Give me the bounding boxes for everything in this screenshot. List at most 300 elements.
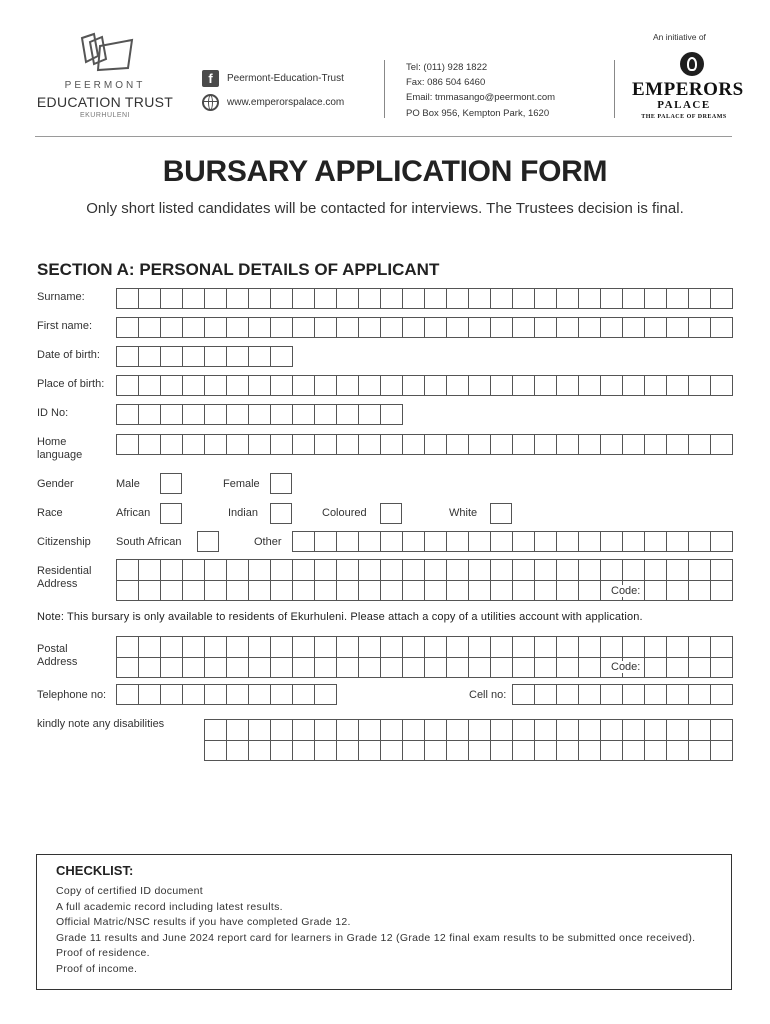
- character-box[interactable]: [645, 741, 667, 760]
- character-box[interactable]: [249, 289, 271, 308]
- character-box[interactable]: [315, 560, 337, 580]
- character-box[interactable]: [535, 318, 557, 337]
- character-box[interactable]: [381, 435, 403, 454]
- character-box[interactable]: [161, 405, 183, 424]
- character-box[interactable]: [557, 581, 579, 600]
- character-box[interactable]: [315, 289, 337, 308]
- home-language-field[interactable]: [116, 434, 733, 455]
- character-box[interactable]: [689, 741, 711, 760]
- character-box[interactable]: [205, 560, 227, 580]
- character-box[interactable]: [689, 658, 711, 677]
- character-box[interactable]: [403, 658, 425, 677]
- character-box[interactable]: [711, 289, 733, 308]
- character-box[interactable]: [315, 532, 337, 551]
- character-box[interactable]: [315, 581, 337, 600]
- character-box[interactable]: [557, 532, 579, 551]
- character-box[interactable]: [469, 658, 491, 677]
- character-box[interactable]: [623, 532, 645, 551]
- character-box[interactable]: [381, 581, 403, 600]
- character-box[interactable]: [711, 581, 733, 600]
- character-box[interactable]: [579, 658, 601, 677]
- character-box[interactable]: [645, 581, 667, 600]
- character-box[interactable]: [117, 318, 139, 337]
- character-box[interactable]: [491, 532, 513, 551]
- character-box[interactable]: [623, 685, 645, 704]
- character-box[interactable]: [337, 376, 359, 395]
- character-box[interactable]: [535, 685, 557, 704]
- character-box[interactable]: [205, 581, 227, 600]
- character-box[interactable]: [315, 435, 337, 454]
- character-box[interactable]: [315, 658, 337, 677]
- character-box[interactable]: [469, 560, 491, 580]
- character-box[interactable]: [139, 560, 161, 580]
- facebook-contact[interactable]: [202, 69, 344, 87]
- character-box[interactable]: [337, 637, 359, 657]
- postal-address-line-1[interactable]: [116, 636, 733, 657]
- character-box[interactable]: [139, 289, 161, 308]
- character-box[interactable]: [623, 318, 645, 337]
- character-box[interactable]: [183, 560, 205, 580]
- character-box[interactable]: [117, 637, 139, 657]
- character-box[interactable]: [601, 720, 623, 740]
- character-box[interactable]: [513, 560, 535, 580]
- character-box[interactable]: [623, 720, 645, 740]
- character-box[interactable]: [513, 658, 535, 677]
- character-box[interactable]: [227, 289, 249, 308]
- character-box[interactable]: [711, 532, 733, 551]
- character-box[interactable]: [469, 720, 491, 740]
- character-box[interactable]: [711, 658, 733, 677]
- character-box[interactable]: [227, 637, 249, 657]
- character-box[interactable]: [205, 376, 227, 395]
- character-box[interactable]: [139, 685, 161, 704]
- character-box[interactable]: [689, 581, 711, 600]
- character-box[interactable]: [601, 560, 623, 580]
- character-box[interactable]: [491, 720, 513, 740]
- character-box[interactable]: [271, 289, 293, 308]
- character-box[interactable]: [249, 658, 271, 677]
- character-box[interactable]: [513, 581, 535, 600]
- character-box[interactable]: [711, 741, 733, 760]
- character-box[interactable]: [315, 637, 337, 657]
- character-box[interactable]: [381, 376, 403, 395]
- character-box[interactable]: [315, 741, 337, 760]
- character-box[interactable]: [535, 637, 557, 657]
- character-box[interactable]: [579, 289, 601, 308]
- character-box[interactable]: [271, 318, 293, 337]
- character-box[interactable]: [381, 720, 403, 740]
- character-box[interactable]: [381, 405, 403, 424]
- character-box[interactable]: [139, 347, 161, 366]
- character-box[interactable]: [337, 532, 359, 551]
- character-box[interactable]: [227, 405, 249, 424]
- first-name-field[interactable]: [116, 317, 733, 338]
- character-box[interactable]: [161, 376, 183, 395]
- character-box[interactable]: [535, 658, 557, 677]
- coloured-checkbox[interactable]: [380, 503, 402, 524]
- character-box[interactable]: [447, 532, 469, 551]
- character-box[interactable]: [491, 658, 513, 677]
- character-box[interactable]: [645, 560, 667, 580]
- character-box[interactable]: [711, 720, 733, 740]
- character-box[interactable]: [293, 658, 315, 677]
- character-box[interactable]: [425, 376, 447, 395]
- character-box[interactable]: [667, 318, 689, 337]
- character-box[interactable]: [271, 720, 293, 740]
- character-box[interactable]: [271, 741, 293, 760]
- character-box[interactable]: [381, 741, 403, 760]
- character-box[interactable]: [469, 581, 491, 600]
- character-box[interactable]: [117, 289, 139, 308]
- indian-checkbox[interactable]: [270, 503, 292, 524]
- character-box[interactable]: [645, 435, 667, 454]
- character-box[interactable]: [535, 741, 557, 760]
- character-box[interactable]: [293, 318, 315, 337]
- character-box[interactable]: [205, 435, 227, 454]
- character-box[interactable]: [513, 318, 535, 337]
- character-box[interactable]: [227, 435, 249, 454]
- character-box[interactable]: [447, 318, 469, 337]
- other-citizenship-field[interactable]: [292, 531, 733, 552]
- character-box[interactable]: [139, 376, 161, 395]
- character-box[interactable]: [667, 741, 689, 760]
- character-box[interactable]: [227, 318, 249, 337]
- character-box[interactable]: [579, 560, 601, 580]
- character-box[interactable]: [425, 637, 447, 657]
- character-box[interactable]: [249, 435, 271, 454]
- character-box[interactable]: [535, 435, 557, 454]
- character-box[interactable]: [579, 376, 601, 395]
- character-box[interactable]: [645, 658, 667, 677]
- character-box[interactable]: [293, 289, 315, 308]
- character-box[interactable]: [227, 581, 249, 600]
- character-box[interactable]: [161, 560, 183, 580]
- disabilities-line-1[interactable]: [204, 719, 733, 740]
- cell-field[interactable]: [512, 684, 733, 705]
- character-box[interactable]: [161, 318, 183, 337]
- character-box[interactable]: [469, 741, 491, 760]
- character-box[interactable]: [249, 376, 271, 395]
- character-box[interactable]: [469, 289, 491, 308]
- character-box[interactable]: [447, 741, 469, 760]
- character-box[interactable]: [513, 532, 535, 551]
- character-box[interactable]: [205, 658, 227, 677]
- website-contact[interactable]: [202, 93, 344, 111]
- character-box[interactable]: [227, 658, 249, 677]
- character-box[interactable]: [447, 560, 469, 580]
- character-box[interactable]: [337, 435, 359, 454]
- character-box[interactable]: [403, 637, 425, 657]
- character-box[interactable]: [403, 741, 425, 760]
- character-box[interactable]: [403, 376, 425, 395]
- dob-field[interactable]: [116, 346, 293, 367]
- character-box[interactable]: [491, 289, 513, 308]
- character-box[interactable]: [271, 405, 293, 424]
- character-box[interactable]: [271, 435, 293, 454]
- character-box[interactable]: [623, 289, 645, 308]
- character-box[interactable]: [447, 581, 469, 600]
- character-box[interactable]: [139, 637, 161, 657]
- character-box[interactable]: [601, 376, 623, 395]
- character-box[interactable]: [403, 532, 425, 551]
- character-box[interactable]: [403, 581, 425, 600]
- character-box[interactable]: [315, 685, 337, 704]
- character-box[interactable]: [557, 720, 579, 740]
- character-box[interactable]: [623, 560, 645, 580]
- character-box[interactable]: [359, 581, 381, 600]
- character-box[interactable]: [183, 658, 205, 677]
- character-box[interactable]: [337, 658, 359, 677]
- character-box[interactable]: [227, 720, 249, 740]
- character-box[interactable]: [205, 720, 227, 740]
- character-box[interactable]: [183, 637, 205, 657]
- character-box[interactable]: [447, 435, 469, 454]
- character-box[interactable]: [557, 560, 579, 580]
- character-box[interactable]: [579, 581, 601, 600]
- character-box[interactable]: [227, 560, 249, 580]
- character-box[interactable]: [403, 289, 425, 308]
- character-box[interactable]: [293, 376, 315, 395]
- character-box[interactable]: [403, 560, 425, 580]
- character-box[interactable]: [271, 637, 293, 657]
- character-box[interactable]: [315, 376, 337, 395]
- disabilities-line-2[interactable]: [204, 740, 733, 761]
- character-box[interactable]: [557, 289, 579, 308]
- character-box[interactable]: [249, 560, 271, 580]
- character-box[interactable]: [381, 560, 403, 580]
- character-box[interactable]: [161, 685, 183, 704]
- character-box[interactable]: [359, 318, 381, 337]
- character-box[interactable]: [183, 318, 205, 337]
- character-box[interactable]: [689, 376, 711, 395]
- character-box[interactable]: [205, 318, 227, 337]
- character-box[interactable]: [117, 435, 139, 454]
- character-box[interactable]: [381, 289, 403, 308]
- south-african-checkbox[interactable]: [197, 531, 219, 552]
- character-box[interactable]: [601, 532, 623, 551]
- surname-field[interactable]: [116, 288, 733, 309]
- character-box[interactable]: [425, 581, 447, 600]
- character-box[interactable]: [689, 532, 711, 551]
- character-box[interactable]: [161, 658, 183, 677]
- character-box[interactable]: [491, 741, 513, 760]
- character-box[interactable]: [293, 741, 315, 760]
- character-box[interactable]: [359, 405, 381, 424]
- character-box[interactable]: [293, 435, 315, 454]
- character-box[interactable]: [689, 637, 711, 657]
- character-box[interactable]: [557, 318, 579, 337]
- character-box[interactable]: [271, 685, 293, 704]
- character-box[interactable]: [425, 560, 447, 580]
- character-box[interactable]: [645, 376, 667, 395]
- character-box[interactable]: [139, 405, 161, 424]
- character-box[interactable]: [249, 581, 271, 600]
- character-box[interactable]: [249, 318, 271, 337]
- character-box[interactable]: [337, 741, 359, 760]
- character-box[interactable]: [535, 532, 557, 551]
- character-box[interactable]: [359, 435, 381, 454]
- character-box[interactable]: [359, 720, 381, 740]
- character-box[interactable]: [689, 720, 711, 740]
- character-box[interactable]: [469, 318, 491, 337]
- id-number-field[interactable]: [116, 404, 403, 425]
- character-box[interactable]: [117, 405, 139, 424]
- character-box[interactable]: [491, 376, 513, 395]
- character-box[interactable]: [381, 532, 403, 551]
- character-box[interactable]: [711, 318, 733, 337]
- character-box[interactable]: [337, 560, 359, 580]
- character-box[interactable]: [293, 581, 315, 600]
- character-box[interactable]: [513, 376, 535, 395]
- character-box[interactable]: [469, 376, 491, 395]
- character-box[interactable]: [557, 685, 579, 704]
- character-box[interactable]: [117, 376, 139, 395]
- character-box[interactable]: [491, 318, 513, 337]
- character-box[interactable]: [249, 637, 271, 657]
- character-box[interactable]: [403, 720, 425, 740]
- character-box[interactable]: [645, 532, 667, 551]
- character-box[interactable]: [513, 435, 535, 454]
- character-box[interactable]: [601, 685, 623, 704]
- character-box[interactable]: [579, 741, 601, 760]
- white-checkbox[interactable]: [490, 503, 512, 524]
- character-box[interactable]: [183, 347, 205, 366]
- character-box[interactable]: [469, 532, 491, 551]
- character-box[interactable]: [139, 581, 161, 600]
- character-box[interactable]: [447, 376, 469, 395]
- character-box[interactable]: [271, 581, 293, 600]
- character-box[interactable]: [183, 376, 205, 395]
- character-box[interactable]: [117, 347, 139, 366]
- character-box[interactable]: [381, 318, 403, 337]
- character-box[interactable]: [689, 685, 711, 704]
- character-box[interactable]: [425, 658, 447, 677]
- character-box[interactable]: [425, 289, 447, 308]
- character-box[interactable]: [425, 318, 447, 337]
- character-box[interactable]: [205, 289, 227, 308]
- character-box[interactable]: [205, 347, 227, 366]
- character-box[interactable]: [601, 637, 623, 657]
- character-box[interactable]: [667, 376, 689, 395]
- character-box[interactable]: [227, 685, 249, 704]
- character-box[interactable]: [403, 318, 425, 337]
- character-box[interactable]: [271, 376, 293, 395]
- character-box[interactable]: [359, 376, 381, 395]
- character-box[interactable]: [271, 658, 293, 677]
- character-box[interactable]: [183, 685, 205, 704]
- character-box[interactable]: [557, 435, 579, 454]
- character-box[interactable]: [513, 637, 535, 657]
- character-box[interactable]: [161, 637, 183, 657]
- character-box[interactable]: [117, 658, 139, 677]
- character-box[interactable]: [315, 405, 337, 424]
- character-box[interactable]: [689, 435, 711, 454]
- character-box[interactable]: [689, 560, 711, 580]
- character-box[interactable]: [381, 637, 403, 657]
- character-box[interactable]: [337, 405, 359, 424]
- character-box[interactable]: [425, 435, 447, 454]
- character-box[interactable]: [667, 560, 689, 580]
- character-box[interactable]: [359, 289, 381, 308]
- character-box[interactable]: [689, 318, 711, 337]
- character-box[interactable]: [689, 289, 711, 308]
- character-box[interactable]: [117, 581, 139, 600]
- character-box[interactable]: [271, 560, 293, 580]
- character-box[interactable]: [359, 637, 381, 657]
- character-box[interactable]: [557, 637, 579, 657]
- character-box[interactable]: [667, 532, 689, 551]
- character-box[interactable]: [249, 741, 271, 760]
- character-box[interactable]: [601, 435, 623, 454]
- character-box[interactable]: [183, 289, 205, 308]
- character-box[interactable]: [117, 685, 139, 704]
- character-box[interactable]: [667, 581, 689, 600]
- character-box[interactable]: [425, 720, 447, 740]
- character-box[interactable]: [535, 560, 557, 580]
- character-box[interactable]: [513, 685, 535, 704]
- character-box[interactable]: [557, 741, 579, 760]
- character-box[interactable]: [711, 376, 733, 395]
- character-box[interactable]: [227, 741, 249, 760]
- character-box[interactable]: [447, 289, 469, 308]
- african-checkbox[interactable]: [160, 503, 182, 524]
- character-box[interactable]: [337, 720, 359, 740]
- residential-address-line-1[interactable]: [116, 559, 733, 580]
- character-box[interactable]: [359, 741, 381, 760]
- character-box[interactable]: [183, 581, 205, 600]
- character-box[interactable]: [513, 289, 535, 308]
- character-box[interactable]: [381, 658, 403, 677]
- character-box[interactable]: [711, 637, 733, 657]
- character-box[interactable]: [227, 347, 249, 366]
- character-box[interactable]: [359, 658, 381, 677]
- character-box[interactable]: [557, 376, 579, 395]
- character-box[interactable]: [667, 289, 689, 308]
- character-box[interactable]: [667, 435, 689, 454]
- character-box[interactable]: [513, 741, 535, 760]
- character-box[interactable]: [249, 685, 271, 704]
- character-box[interactable]: [491, 637, 513, 657]
- character-box[interactable]: [183, 435, 205, 454]
- character-box[interactable]: [579, 685, 601, 704]
- character-box[interactable]: [205, 685, 227, 704]
- character-box[interactable]: [205, 637, 227, 657]
- character-box[interactable]: [447, 658, 469, 677]
- character-box[interactable]: [293, 405, 315, 424]
- character-box[interactable]: [161, 289, 183, 308]
- character-box[interactable]: [293, 532, 315, 551]
- character-box[interactable]: [139, 435, 161, 454]
- character-box[interactable]: [491, 581, 513, 600]
- character-box[interactable]: [491, 560, 513, 580]
- character-box[interactable]: [447, 720, 469, 740]
- character-box[interactable]: [271, 347, 293, 366]
- character-box[interactable]: [293, 685, 315, 704]
- character-box[interactable]: [535, 289, 557, 308]
- character-box[interactable]: [557, 658, 579, 677]
- character-box[interactable]: [205, 741, 227, 760]
- character-box[interactable]: [293, 720, 315, 740]
- telephone-field[interactable]: [116, 684, 337, 705]
- character-box[interactable]: [623, 741, 645, 760]
- character-box[interactable]: [579, 318, 601, 337]
- character-box[interactable]: [359, 532, 381, 551]
- character-box[interactable]: [513, 720, 535, 740]
- character-box[interactable]: [579, 720, 601, 740]
- character-box[interactable]: [315, 720, 337, 740]
- character-box[interactable]: [645, 318, 667, 337]
- character-box[interactable]: [249, 405, 271, 424]
